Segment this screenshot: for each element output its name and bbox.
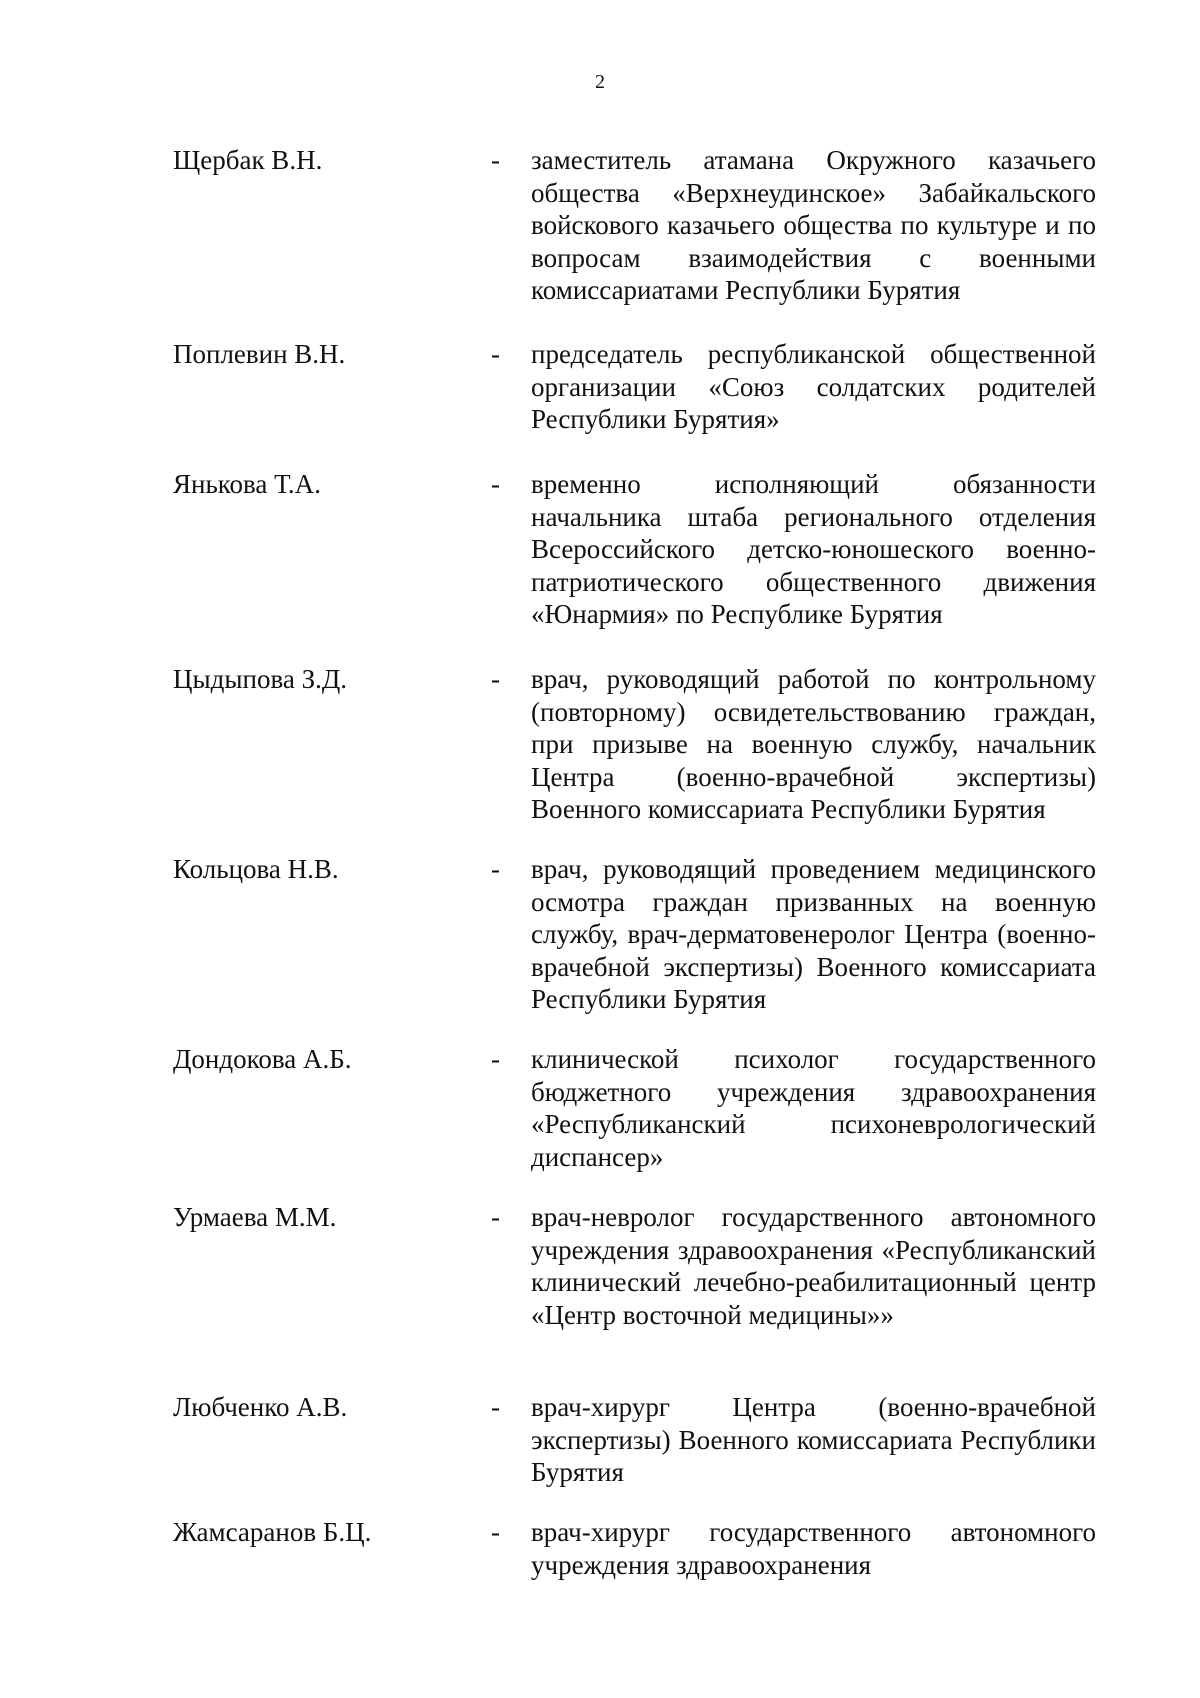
member-dash: - bbox=[491, 664, 500, 694]
member-dash: - bbox=[491, 854, 500, 884]
member-dash: - bbox=[491, 1517, 500, 1547]
member-dash: - bbox=[491, 339, 500, 369]
page-number: 2 bbox=[595, 71, 605, 93]
member-position: врач-хирург Центра (военно-врачебной экспертизы) Военного комиссариата Республики Бурятия bbox=[531, 1392, 1096, 1487]
member-name: Янькова Т.А. bbox=[173, 469, 321, 499]
member-position: клинической психолог государственного бюджетного учреждения здравоохранения «Республиканский психоневрологический диспансер» bbox=[531, 1044, 1096, 1172]
member-name: Любченко А.В. bbox=[173, 1392, 348, 1422]
member-dash: - bbox=[491, 1044, 500, 1074]
member-position: врач, руководящий работой по контрольному (повторному) освидетельствованию граждан, при призыве на военную службу, начальник Центра (военно-врачебной экспертизы) Военного комиссариата Республики Бурятия bbox=[531, 664, 1096, 824]
member-name: Кольцова Н.В. bbox=[173, 854, 339, 884]
member-dash: - bbox=[491, 1202, 500, 1232]
member-position: врач, руководящий проведением медицинского осмотра граждан призванных на военную службу, врач-дерматовенеролог Центра (военно-врачебной экспертизы) Военного комиссариата Республики Бурятия bbox=[531, 854, 1096, 1014]
member-position: врач-хирург государственного автономного учреждения здравоохранения bbox=[531, 1517, 1096, 1580]
member-name: Жамсаранов Б.Ц. bbox=[173, 1517, 372, 1547]
member-name: Поплевин В.Н. bbox=[173, 339, 346, 369]
member-name: Цыдыпова З.Д. bbox=[173, 664, 348, 694]
member-dash: - bbox=[491, 145, 500, 175]
member-dash: - bbox=[491, 469, 500, 499]
member-name: Урмаева М.М. bbox=[173, 1202, 337, 1232]
member-name: Щербак В.Н. bbox=[173, 145, 323, 175]
member-position: врач-невролог государственного автономного учреждения здравоохранения «Республиканский клинический лечебно-реабилитационный центр «Центр восточной медицины»» bbox=[531, 1202, 1096, 1330]
member-position: временно исполняющий обязанности начальника штаба регионального отделения Всероссийского детско-юношеского военно-патриотического общественного движения «Юнармия» по Республике Бурятия bbox=[531, 469, 1096, 629]
member-position: председатель республиканской общественной организации «Союз солдатских родителей Республики Бурятия» bbox=[531, 339, 1096, 434]
member-position: заместитель атамана Окружного казачьего общества «Верхнеудинское» Забайкальского войскового казачьего общества по культуре и по вопросам взаимодействия с военными комиссариатами Республики Бурятия bbox=[531, 145, 1096, 305]
member-dash: - bbox=[491, 1392, 500, 1422]
member-name: Дондокова А.Б. bbox=[173, 1044, 352, 1074]
